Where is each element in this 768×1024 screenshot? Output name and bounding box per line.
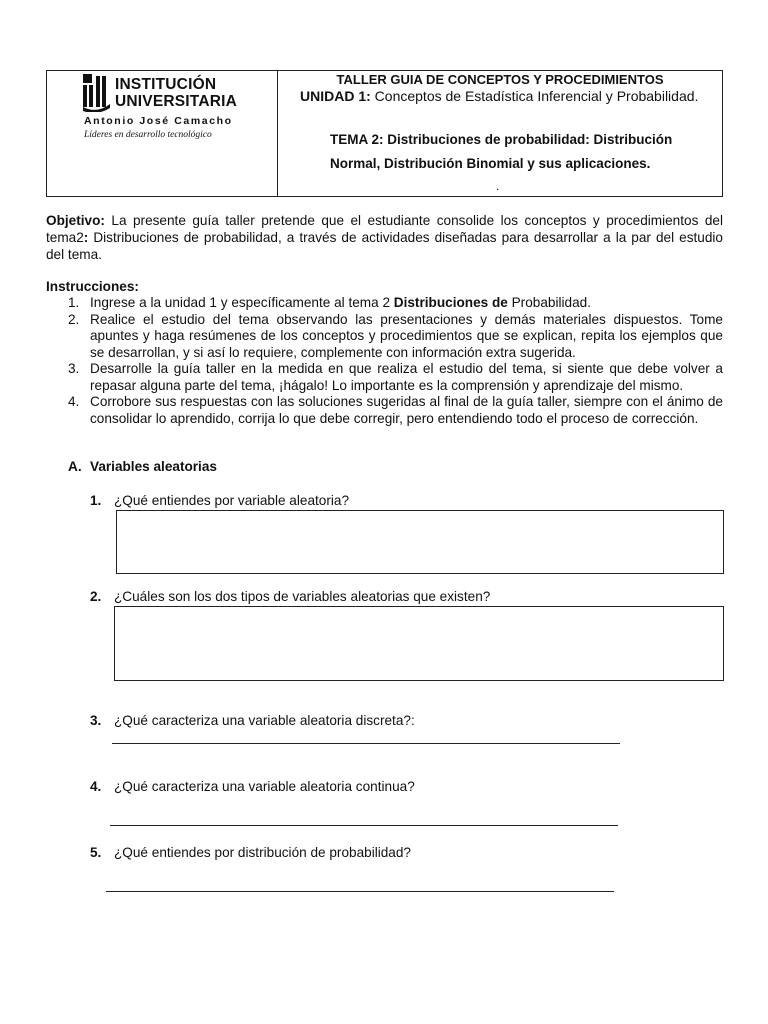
tema-label: TEMA 2 (330, 132, 380, 147)
unit-text: Conceptos de Estadística Inferencial y Probabilidad. (370, 88, 699, 104)
instruction-text: Desarrolle la guía taller en la medida en que realiza el estudio del tema, si siente que debe volver a repasar alguna parte del tema, ¡hágalo! Lo importante es la comprensión y aprendizaje del mismo. (90, 361, 723, 393)
section-letter: A. (68, 459, 82, 474)
question-text: ¿Qué caracteriza una variable aleatoria continua? (114, 779, 415, 794)
document-title: TALLER GUIA DE CONCEPTOS Y PROCEDIMIENTOS (336, 72, 664, 87)
instruction-number: 1. (68, 295, 80, 310)
question-text: ¿Qué caracteriza una variable aleatoria discreta?: (114, 713, 415, 728)
instructions-list (46, 295, 723, 427)
instruction-number: 3. (68, 361, 80, 376)
answer-box-2[interactable] (114, 606, 724, 681)
institution-logo (47, 71, 278, 196)
instructions-title: Instrucciones: (46, 279, 139, 294)
unit-heading (300, 88, 698, 104)
instruction-text-bold: Distribuciones de (393, 295, 508, 310)
instruction-number: 4. (68, 394, 80, 409)
question-text: ¿Cuáles son los dos tipos de variables aleatorias que existen? (114, 589, 491, 604)
question-number: 3. (90, 713, 102, 728)
answer-line-5[interactable] (106, 891, 614, 892)
section-heading (68, 459, 217, 474)
instruction-text-post: Probabilidad. (507, 295, 591, 310)
objective-colon: : (83, 230, 89, 245)
question-number: 5. (90, 845, 102, 860)
objective-text-2: Distribuciones de probabilidad, a través de actividades diseñadas para desarrollar a la par del estudio del tema. (46, 230, 723, 262)
instruction-item (46, 295, 723, 312)
objective-label: Objetivo: (46, 213, 105, 228)
objective-paragraph (46, 212, 723, 263)
answer-line-3[interactable] (112, 743, 620, 744)
question-number: 1. (90, 493, 102, 508)
logo-line2: UNIVERSITARIA (115, 93, 238, 110)
section-title: Variables aleatorias (90, 459, 217, 474)
answer-box-1[interactable] (116, 510, 724, 574)
header-table (46, 70, 723, 197)
instruction-number: 2. (68, 311, 80, 327)
instruction-text: Realice el estudio del tema observando las presentaciones y demás materiales dispuestos. Tome apuntes y haga resúmenes de los conceptos y procedimientos que se explican, repita los ejemplos que se desarrollan, y si así lo requiere, complemente con información extra sugerida. (90, 311, 723, 360)
unit-label: UNIDAD 1: (300, 88, 371, 104)
tema-heading-line1 (330, 132, 672, 147)
tema-heading-line2: Normal, Distribución Binomial y sus aplicaciones. (330, 156, 651, 171)
objective-text-1: La presente guía taller pretende que el estudiante consolide los conceptos y procedimientos del tema2 (46, 213, 723, 245)
question-text: ¿Qué entiendes por distribución de probabilidad? (114, 845, 411, 860)
instruction-item (46, 361, 723, 394)
question-text: ¿Qué entiendes por variable aleatoria? (114, 493, 350, 508)
logo-slogan: Líderes en desarrollo tecnológico (84, 130, 212, 140)
instruction-item (46, 312, 723, 362)
logo-name: Antonio José Camacho (84, 115, 233, 127)
institution-logo-icon (83, 74, 111, 112)
question-number: 4. (90, 779, 102, 794)
instruction-item (46, 394, 723, 427)
answer-line-4[interactable] (110, 825, 618, 826)
instruction-text-pre: Ingrese a la unidad 1 y específicamente al tema 2 (90, 295, 394, 310)
question-number: 2. (90, 589, 102, 604)
title-cell (278, 71, 722, 196)
instruction-text: Corrobore sus respuestas con las soluciones sugeridas al final de la guía taller, siempre con el ánimo de consolidar lo aprendido, corrija lo que debe corregir, pero entendiendo todo el proceso de corrección. (90, 394, 723, 426)
logo-line1: INSTITUCIÓN (115, 76, 217, 93)
header-dot: . (496, 179, 500, 193)
tema-line1-text: : Distribuciones de probabilidad: Distribución (379, 132, 673, 147)
